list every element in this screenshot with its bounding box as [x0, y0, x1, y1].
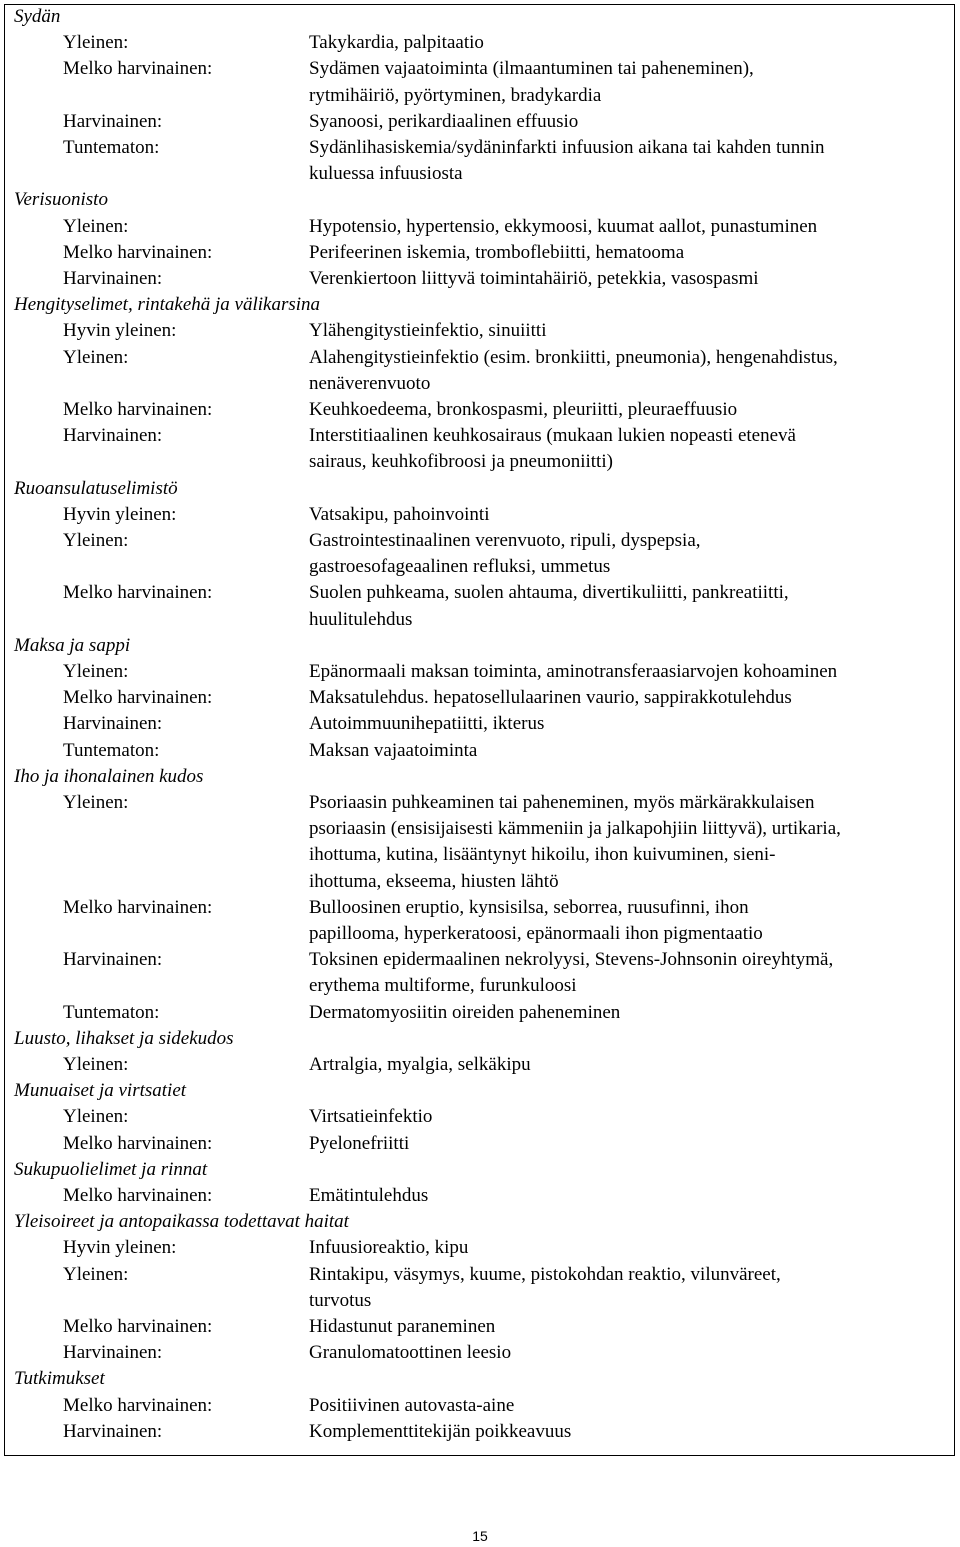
section-heading: Sydän [14, 6, 61, 27]
adverse-effect-text: kuluessa infuusiosta [309, 163, 463, 185]
adverse-effect-text: Emätintulehdus [309, 1185, 429, 1206]
adverse-effect-text: sairaus, keuhkofibroosi ja pneumoniitti) [309, 451, 613, 473]
adverse-effect-text: Virtsatieinfektio [309, 1106, 433, 1128]
frequency-label: Yleinen: [63, 530, 129, 551]
section-heading: Iho ja ihonalainen kudos [14, 765, 204, 787]
frequency-label: Yleinen: [63, 1054, 129, 1075]
adverse-effect-text: Epänormaali maksan toiminta, aminotransferaasiarvojen kohoaminen [309, 661, 838, 682]
adverse-effect-text: ihottuma, ekseema, hiusten lähtö [309, 870, 559, 892]
adverse-effect-text: Dermatomyosiitin oireiden paheneminen [309, 1001, 621, 1023]
adverse-effect-text: nenäverenvuoto [309, 372, 431, 394]
adverse-effect-text: papillooma, hyperkeratoosi, epänormaali ihon pigmentaatio [309, 923, 763, 944]
frequency-label: Harvinainen: [63, 425, 163, 447]
adverse-effect-text: Sydämen vajaatoiminta (ilmaantuminen tai paheneminen), [309, 58, 754, 80]
frequency-label: Melko harvinainen: [63, 399, 213, 420]
section-heading: Ruoansulatuselimistö [14, 477, 178, 499]
adverse-effect-text: ihottuma, kutina, lisääntynyt hikoilu, ihon kuivuminen, sieni- [309, 844, 776, 866]
section-heading: Verisuonisto [14, 189, 108, 211]
adverse-effect-text: Infuusioreaktio, kipu [309, 1237, 469, 1259]
frequency-label: Melko harvinainen: [63, 1394, 213, 1416]
frequency-label: Harvinainen: [63, 1342, 163, 1364]
frequency-label: Melko harvinainen: [63, 1132, 213, 1154]
adverse-effect-text: rytmihäiriö, pyörtyminen, bradykardia [309, 84, 602, 106]
frequency-label: Yleinen: [63, 1106, 129, 1128]
frequency-label: Melko harvinainen: [63, 241, 213, 263]
section-heading: Maksa ja sappi [14, 634, 131, 656]
section-heading: Sukupuolielimet ja rinnat [14, 1158, 208, 1180]
adverse-effect-text: Alahengitystieinfektio (esim. bronkiitti, pneumonia), hengenahdistus, [309, 346, 838, 368]
adverse-effect-text: huulitulehdus [309, 608, 413, 630]
adverse-effect-text: Takykardia, palpitaatio [309, 32, 484, 54]
frequency-label: Yleinen: [63, 32, 129, 54]
frequency-label: Yleinen: [63, 346, 129, 368]
adverse-effect-text: Verenkiertoon liittyvä toimintahäiriö, petekkia, vasospasmi [309, 268, 759, 289]
adverse-effect-text: Keuhkoedeema, bronkospasmi, pleuriitti, pleuraeffuusio [309, 399, 738, 420]
adverse-effect-text: Syanoosi, perikardiaalinen effuusio [309, 110, 579, 132]
adverse-effect-text: Rintakipu, väsymys, kuume, pistokohdan reaktio, vilunväreet, [309, 1263, 781, 1285]
frequency-label: Harvinainen: [63, 268, 163, 289]
adverse-effect-text: Suolen puhkeama, suolen ahtauma, divertikuliitti, pankreatiitti, [309, 582, 789, 604]
adverse-effect-text: Bulloosinen eruptio, kynsisilsa, seborrea, ruusufinni, ihon [309, 896, 749, 918]
frequency-label: Hyvin yleinen: [63, 320, 177, 342]
adverse-effect-text: Artralgia, myalgia, selkäkipu [309, 1054, 531, 1075]
frequency-label: Yleinen: [63, 1263, 129, 1285]
adverse-effect-text: Perifeerinen iskemia, tromboflebiitti, hematooma [309, 241, 685, 263]
adverse-effect-text: Positiivinen autovasta-aine [309, 1394, 515, 1416]
frequency-label: Harvinainen: [63, 949, 163, 971]
section-heading: Yleisoireet ja antopaikassa todettavat haitat [14, 1211, 349, 1233]
adverse-effect-text: Vatsakipu, pahoinvointi [309, 503, 490, 525]
adverse-effect-text: Interstitiaalinen keuhkosairaus (mukaan lukien nopeasti etenevä [309, 425, 796, 447]
adverse-effect-text: Ylähengitystieinfektio, sinuiitti [309, 320, 547, 342]
adverse-effect-text: Hidastunut paraneminen [309, 1316, 496, 1337]
frequency-label: Yleinen: [63, 792, 129, 813]
frequency-label: Yleinen: [63, 661, 129, 682]
adverse-effect-text: Gastrointestinaalinen verenvuoto, ripuli, dyspepsia, [309, 530, 701, 551]
frequency-label: Melko harvinainen: [63, 58, 213, 80]
frequency-label: Yleinen: [63, 215, 129, 237]
section-heading: Hengityselimet, rintakehä ja välikarsina [14, 294, 321, 316]
frequency-label: Hyvin yleinen: [63, 503, 177, 525]
adverse-effect-text: Maksatulehdus. hepatosellulaarinen vaurio, sappirakkotulehdus [309, 687, 792, 709]
page-number: 15 [472, 1528, 488, 1544]
frequency-label: Tuntematon: [63, 137, 160, 158]
frequency-label: Harvinainen: [63, 713, 163, 735]
adverse-effect-text: Komplementtitekijän poikkeavuus [309, 1420, 572, 1442]
adverse-effect-text: gastroesofageaalinen refluksi, ummetus [309, 556, 611, 578]
section-heading: Munuaiset ja virtsatiet [14, 1080, 187, 1102]
adverse-effect-text: Toksinen epidermaalinen nekrolyysi, Stevens-Johnsonin oireyhtymä, [309, 949, 834, 971]
frequency-label: Melko harvinainen: [63, 582, 213, 604]
adverse-effect-text: psoriaasin (ensisijaisesti kämmeniin ja jalkapohjiin liittyvä), urtikaria, [309, 818, 841, 840]
frequency-label: Melko harvinainen: [63, 687, 213, 709]
frequency-label: Hyvin yleinen: [63, 1237, 177, 1259]
frequency-label: Melko harvinainen: [63, 1185, 213, 1206]
adverse-effect-text: Granulomatoottinen leesio [309, 1342, 512, 1364]
frequency-label: Tuntematon: [63, 739, 160, 761]
adverse-effect-text: erythema multiforme, furunkuloosi [309, 975, 577, 997]
adverse-effect-text: Maksan vajaatoiminta [309, 739, 478, 761]
section-heading: Tutkimukset [14, 1368, 105, 1390]
frequency-label: Melko harvinainen: [63, 896, 213, 918]
adverse-effect-text: Pyelonefriitti [309, 1132, 410, 1154]
adverse-effect-text: turvotus [309, 1289, 372, 1311]
section-heading: Luusto, lihakset ja sidekudos [14, 1027, 234, 1049]
frequency-label: Tuntematon: [63, 1001, 160, 1023]
frequency-label: Harvinainen: [63, 110, 163, 132]
adverse-effect-text: Autoimmuunihepatiitti, ikterus [309, 713, 545, 735]
frequency-label: Melko harvinainen: [63, 1316, 213, 1337]
adverse-effect-text: Sydänlihasiskemia/sydäninfarkti infuusion aikana tai kahden tunnin [309, 137, 825, 158]
frequency-label: Harvinainen: [63, 1420, 163, 1442]
adverse-effect-text: Psoriaasin puhkeaminen tai paheneminen, myös märkärakkulaisen [309, 792, 815, 813]
adverse-effect-text: Hypotensio, hypertensio, ekkymoosi, kuumat aallot, punastuminen [309, 215, 818, 237]
